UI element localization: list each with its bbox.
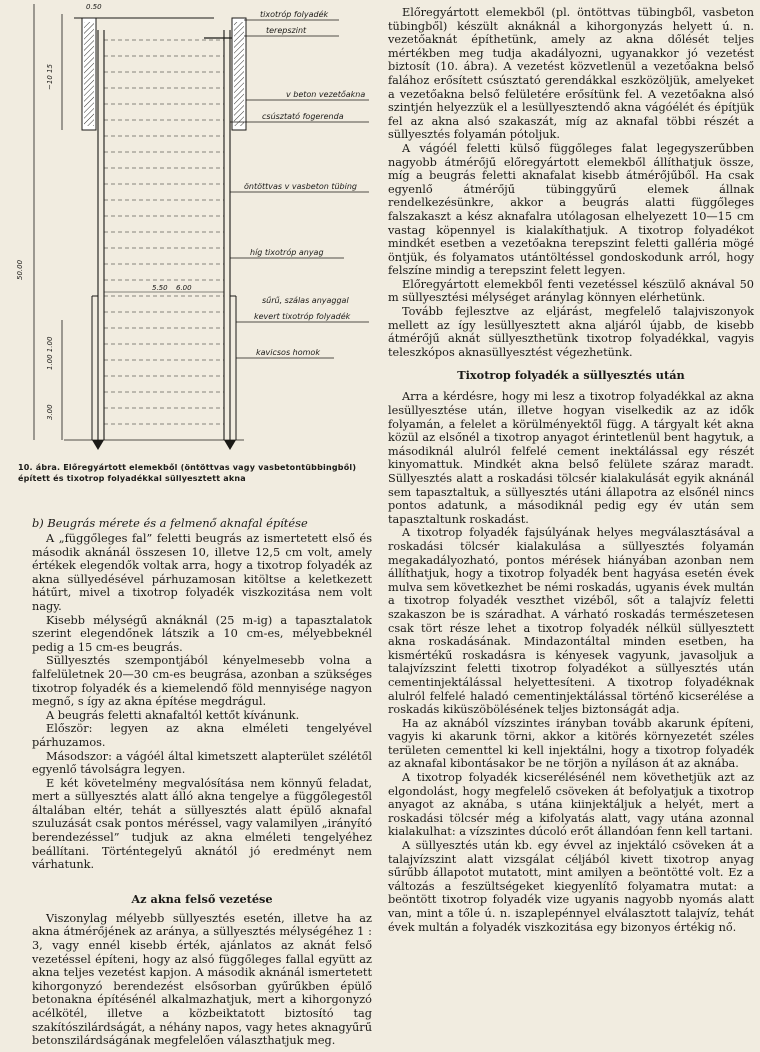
dim-f: 3.00 [46, 404, 54, 420]
shaft-figure [4, 0, 376, 483]
paragraph: Tovább fejlesztve az eljárást, megfelelő talajviszonyok mellett az így lesüllyesztett akna aljáról újabb, de kisebb átmérőjű aknát süllyeszthetünk tixotrop folyadékkal, vagyis teleszkópos aknasüllyesztést végezhetünk. [388, 305, 754, 359]
paragraph: E két követelmény megvalósítása nem könnyű feladat, mert a süllyesztés alatt álló akna tengelye a függőlegestől általában eltér, tehát a süllyesztés alatt épülő aknafal szuluzását csak pontos méréssel, vagy valamilyen „irányító berendezéssel” tudjuk az akna elméleti tengelyéhez beállítani. Történtegelyű aknától jó eredményt nem várhatunk. [32, 776, 372, 872]
dim-e: 1.00 1.00 [46, 336, 54, 370]
section-title-tixotrop: Tixotrop folyadék a süllyesztés után [457, 368, 685, 383]
paragraph: Viszonylag mélyebb süllyesztés esetén, illetve ha az akna átmérőjének az aránya, a süllyesztés mélységéhez 1 : 3, vagy ennél kisebb érték, ajánlatos az aknát felső vezetéssel építeni, hogy az alsó függőleges fallal együtt az akna teljes vezetést kapjon. A második aknánál ismertetett kihorgonyzó berendezést elsősorban gyűrűkben épülő betonakna építésénél alkalmazhatjuk, mert a kihorgonyzó acélkötél, illetve a közbeiktatott biztosító tag szakítószilárdságát, a néhány napos, vagy hetes aknagyűrű betonszilárdságának megfelelően választhatjuk meg. [32, 911, 372, 1048]
cutting-edge-right [224, 440, 236, 450]
guide-hatch-left [84, 22, 94, 126]
label-kavicsos: kavicsos homok [256, 348, 320, 357]
label-beton-vezetoakna: v beton vezetőakna [286, 90, 366, 99]
label-hig: híg tixotróp anyag [250, 248, 324, 257]
dim-upper: ~10 15 [46, 64, 54, 90]
paragraph: Először: legyen az akna elméleti tengelyével párhuzamos. [32, 722, 372, 749]
guide-hatch-right [234, 22, 244, 126]
tubbing-rings [104, 40, 224, 424]
figure-caption: 10. ábra. Előregyártott elemekből (öntöttvas vagy vasbetontübbingből) épített és tixotrop folyadékkal süllyesztett akna [18, 463, 357, 483]
paragraph: Arra a kérdésre, hogy mi lesz a tixotrop folyadékkal az akna lesüllyesztése után, illetve hogyan viselkedik az az idők folyamán, a felelet a körülményektől függ. A tárgyalt két akna közül az elsőnél a tixotrop anyagot érintetlenül bent hagytuk, a másodiknál alulról felfelé cement inektálással egy részét kinyomattuk. Mindkét akna belső felülete száraz maradt. Süllyesztés alatt a roskadási tölcsér kialakulását egyik aknánál sem tapasztaltuk, a süllyesztés utáni állapotra az elsőnél nincs pontos adatunk, a másodiknál pedig egy év után sem tapasztaltunk roskadást. [388, 390, 754, 526]
dim-total: 50.00 [16, 259, 24, 280]
right-column [388, 6, 754, 934]
paragraph: Süllyesztés szempontjából kényelmesebb volna a falfelületnek 20—30 cm-es beugrása, azonban a szükséges tixotrop folyadék és a kiemelendő föld mennyisége nagyon megnő, s így az akna építése megdrágul. [32, 654, 372, 709]
label-terepszint: terepszint [266, 26, 307, 35]
dim-top: 0.50 [86, 3, 102, 11]
dim-d: 6.00 [176, 284, 192, 292]
shaft-diagram [4, 0, 376, 462]
subheading-b: b) Beugrás mérete és a felmenő aknafal építése [32, 516, 308, 530]
left-paragraphs [32, 532, 372, 872]
label-kevert: kevert tixotróp folyadék [254, 312, 351, 321]
label-suru: sűrű, szálas anyaggal [262, 296, 349, 305]
paragraph: A „függőleges fal” feletti beugrás az ismertetett első és második aknánál összesen 10, illetve 12,5 cm volt, amely értékek elegendők voltak arra, hogy a tixotrop folyadék az akna süllyedésével párhuzamosan kitöltse a keletkezett hátűrt, mivel a tixotrop folyadék viszkozitása nem volt nagy. [32, 532, 372, 613]
paragraph: A süllyesztés után kb. egy évvel az injektáló csöveken át a talajvízszint alatt vizsgálat céljából kivett tixotrop anyag sűrűbb állapotot mutatott, mint amilyen a beöntötté volt. Ez a változás a feszültségeket kiegyenlítő folyamatra mutat: a beöntött tixotrop folyadék vize ugyanis nagyobb nyomás alatt van, mint a tőle ú. n. iszaplepénnyel elválasztott talajvíz, tehát évek multán a folyadék viszkozitása egy bizonyos értékig nő. [388, 839, 754, 934]
paragraph: Másodszor: a vágóél által kimetszett alapterület szélétől egyenlő távolságra legyen. [32, 749, 372, 777]
paragraph: A beugrás feletti aknafaltól kettőt kívánunk. [46, 708, 300, 722]
paragraph: Kisebb mélységű aknáknál (25 m-ig) a tapasztalatok szerint elegendőnek látszik a 10 cm-es, mélyebbeknél pedig a 15 cm-es beugrás. [32, 613, 372, 654]
left-section-paragraphs [32, 912, 372, 1048]
section-title-akna-felso: Az akna felső vezetése [131, 891, 273, 906]
left-column [4, 0, 376, 1052]
cutting-edge-left [92, 440, 104, 450]
paragraph: Előregyártott elemekből (pl. öntöttvas tübingből, vasbeton tübingből) készült aknáknál a kihorgonyzás helyett ú. n. vezetőaknát építhetünk, amely az akna dőlését teljes mértékben meg tudja akadályozni, ugyanakkor jó vezetést biztosít (10. ábra). A vezetést közvetlenül a vezetőakna belső falához erősített csúsztató gerendákkal eszközöljük, amelyeket a vezetőakna belső felületére erősítünk fel. A vezetőakna alsó szintjén helyezzük el a lesüllyesztendő akna vágóélét és építjük fel az akna alsó szakaszát, míg az aknafal többi részét a süllyesztés folyamán pótoljuk. [388, 6, 754, 142]
paragraph: Előregyártott elemekből fenti vezetéssel készülő aknával 50 m süllyesztési mélységet aránylag könnyen elérhetünk. [388, 277, 754, 305]
label-tixotrop: tixotróp folyadék [260, 10, 329, 19]
right-paragraphs [388, 6, 754, 359]
paragraph: A tixotrop folyadék fajsúlyának helyes megválasztásával a roskadási tölcsér kialakulása a süllyesztés folyamán megakadályozható, pontos mérések hiányában azonban nem állíthatjuk, hogy a tixotrop folyadék bent hagyása esetén évek mulva sem következhet be némi roskadás, ugyanis évek multán a tixotrop folyadék veszthet vizéből, sőt a talajvíz feletti szakaszon be is száradhat. A várható roskadás természetesen csak tört része lehet a tixotrop folyadék nélkül süllyesztett akna roskadásának. Mindazontáltal minden esetben, ha kismértékű roskadásra is kényesek vagyunk, javasoljuk a talajvízszint feletti tixotrop folyadékot a süllyesztés után cementinjektálással helyettesíteni. A tixotrop folyadéknak alulról felfelé haladó cementinjektálással történő kicserélése a roskadás kiküszöbölésének teljes biztonságát adja. [388, 526, 754, 717]
label-csusztato: csúsztató fogerenda [262, 112, 344, 121]
dim-c: 5.50 [152, 284, 168, 292]
paragraph: A tixotrop folyadék kicserélésénél nem követhetjük azt az elgondolást, hogy megfelelő csöveken át befolyatjuk a tixotrop anyagot az aknába, s utána kiinjektáljuk a helyét, mert a roskadási tölcsér még a kifolyatás alatt, vagy utána azonnal kialakulhat: a vízszintes dúcoló erőt állandóan fenn kell tartani. [388, 771, 754, 839]
paragraph: A vágóél feletti külső függőleges falat legegyszerűbben nagyobb átmérőjű előregyártott elemekből állíthatjuk össze, míg a beugrás feletti aknafalat kisebb átmérőjűből. Ha csak egyenlő átmérőjű tübinggyűrű elemek állnak rendelkezésünkre, akkor a beugrás alatti függőleges falszakaszt a kész aknafalra utólagosan elhelyezett 10—15 cm vastag köpennyel is kialakíthatjuk. A tixotrop folyadékot mindkét esetben a vezetőakna terepszint feletti galléria mögé öntjük, és folyamatos utántöltéssel gondoskodunk arról, hogy felszíne mindig a terepszint felett legyen. [388, 141, 754, 278]
label-ontottvas: öntöttvas v vasbeton tübing [244, 182, 357, 191]
right-section-paragraphs [388, 390, 754, 934]
paragraph: Ha az aknából vízszintes irányban tovább akarunk építeni, vagyis ki akarunk törni, akkor a kitörés környezetét széles területen cementtel ki kell injektálni, hogy a tixotrop folyadék az aknafal kibontásakor be ne törjön a nyíláson át az aknába. [388, 716, 754, 771]
